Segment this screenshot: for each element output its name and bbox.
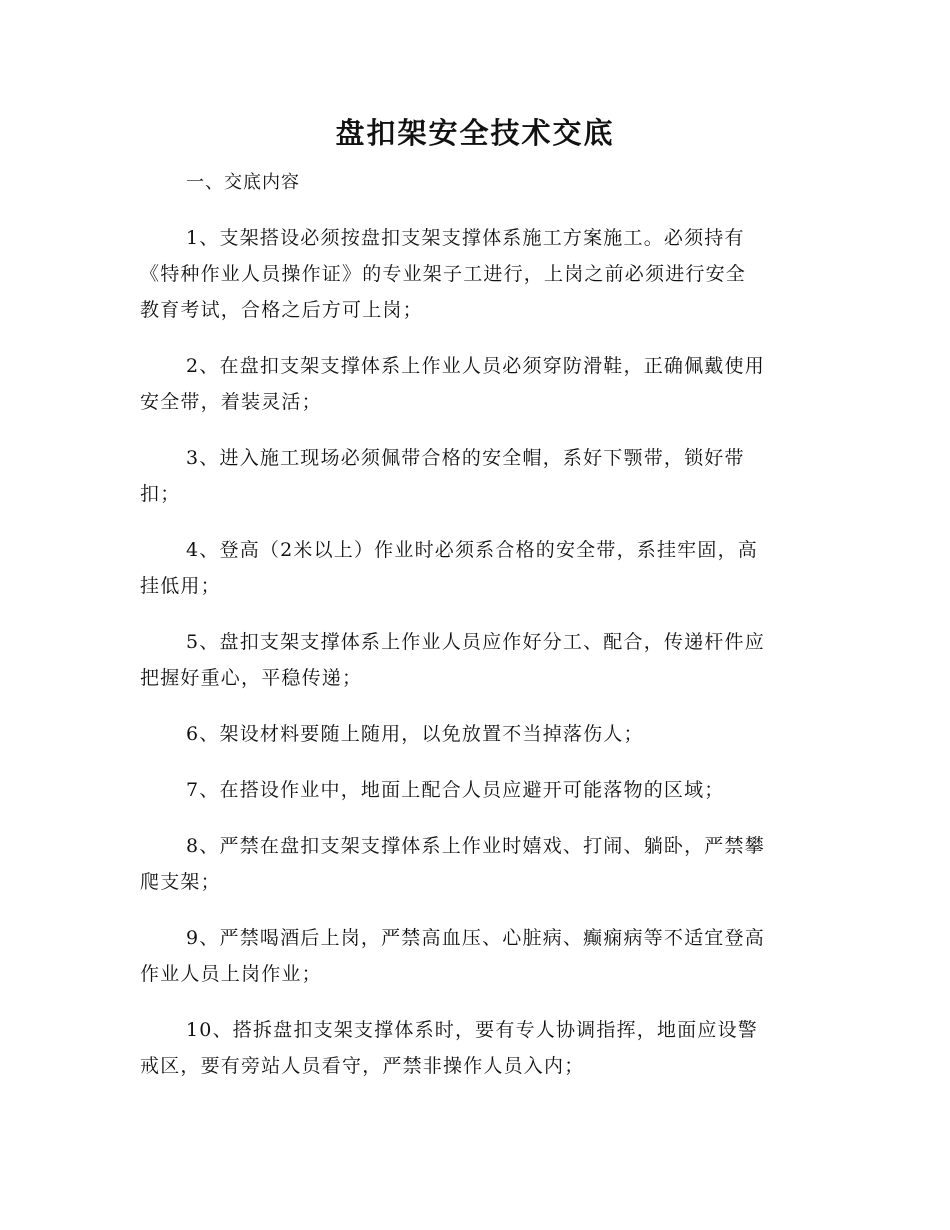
item-line: 爬支架； [140,871,221,893]
item-line: 1、支架搭设必须按盘扣支架支撑体系施工方案施工。必须持有 [186,227,745,249]
item-line: 8、严禁在盘扣支架支撑体系上作业时嬉戏、打闹、躺卧，严禁攀 [186,835,765,857]
list-item-9 [140,920,810,992]
list-item-10 [140,1012,810,1084]
item-line: 挂低用； [140,575,221,597]
item-line: 3、进入施工现场必须佩带合格的安全帽，系好下颚带，锁好带 [186,447,745,469]
item-line: 教育考试，合格之后方可上岗； [140,299,423,321]
item-line: 2、在盘扣支架支撑体系上作业人员必须穿防滑鞋，正确佩戴使用 [186,355,765,377]
item-line: 扣； [140,483,181,505]
item-line: 5、盘扣支架支撑体系上作业人员应作好分工、配合，传递杆件应 [186,631,765,653]
item-line: 《特种作业人员操作证》的专业架子工进行，上岗之前必须进行安全 [140,263,747,285]
list-item-7 [140,772,810,808]
document-title: 盘扣架安全技术交底 [335,116,615,150]
item-line: 戒区，要有旁站人员看守，严禁非操作人员入内； [140,1055,585,1077]
item-line: 6、架设材料要随上随用，以免放置不当掉落伤人； [186,723,644,745]
item-line: 4、登高（2米以上）作业时必须系合格的安全带，系挂牢固，高 [186,539,758,561]
list-item-3 [140,440,810,512]
list-item-5 [140,624,810,696]
item-line: 安全带，着装灵活； [140,391,322,413]
item-line: 9、严禁喝酒后上岗，严禁高血压、心脏病、癫痫病等不适宜登高 [186,927,765,949]
list-item-2 [140,348,810,420]
item-line: 10、搭拆盘扣支架支撑体系时，要有专人协调指挥，地面应设警 [186,1019,758,1041]
item-line: 把握好重心，平稳传递； [140,667,363,689]
list-item-1 [140,220,810,328]
list-item-8 [140,828,810,900]
section-heading: 一、交底内容 [186,172,300,193]
item-list [140,220,810,1104]
item-line: 7、在搭设作业中，地面上配合人员应避开可能落物的区域； [186,779,725,801]
item-line: 作业人员上岗作业； [140,963,322,985]
list-item-4 [140,532,810,604]
list-item-6 [140,716,810,752]
